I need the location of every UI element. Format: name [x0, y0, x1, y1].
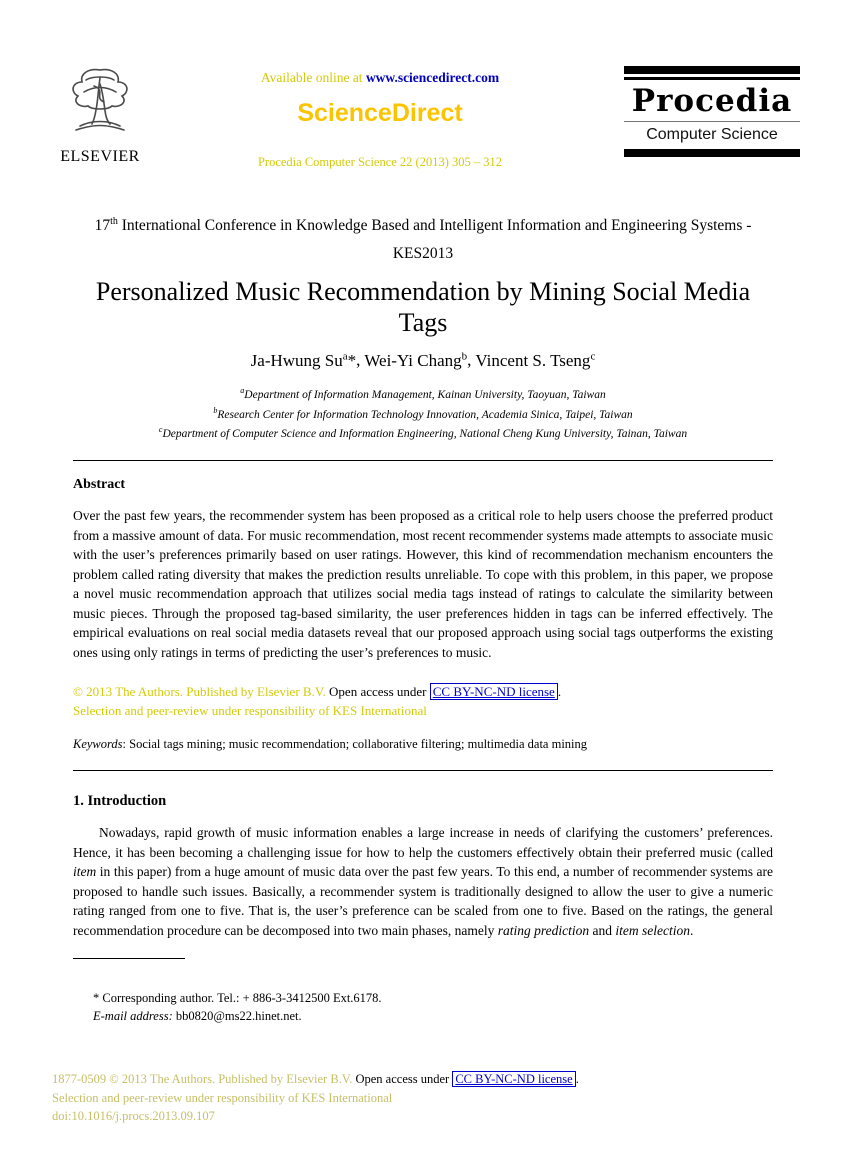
divider-keywords	[73, 770, 773, 771]
introduction-heading: 1. Introduction	[73, 793, 167, 810]
keywords-line	[73, 737, 773, 752]
email-note	[93, 1007, 773, 1025]
cc-by-nc-nd-link[interactable]: CC BY-NC-ND license	[430, 683, 558, 700]
email-value: bb0820@ms22.hinet.net.	[172, 1009, 302, 1024]
conference-ordinal: th	[110, 216, 118, 227]
conference-line2: KES2013	[392, 245, 454, 263]
journal-citation: Procedia Computer Science 22 (2013) 305 – 312	[257, 155, 503, 169]
open-access-text: Open access under	[329, 684, 430, 700]
page-footer	[52, 1070, 579, 1126]
sciencedirect-logo: ScienceDirect	[297, 99, 463, 127]
abstract-heading: Abstract	[73, 477, 126, 493]
conference-line1: International Conference in Knowledge Based and Intelligent Information and Engineering Systems -	[117, 217, 752, 235]
paper-title: Personalized Music Recommendation by Mining Social Media Tags	[95, 277, 751, 338]
affiliation-a: $^a$Department of Information Management, Kainan University, Taoyuan, Taiwan	[240, 385, 606, 401]
email-label: E-mail address:	[93, 1009, 173, 1024]
author-2: Wei-Yi Chang$^b$	[364, 350, 468, 370]
divider-top	[73, 460, 773, 461]
conference-number: 17	[94, 217, 111, 235]
conference-title	[73, 208, 773, 268]
footer-cc-by-nc-nd-link[interactable]: CC BY-NC-ND license	[452, 1071, 575, 1087]
available-online-text: Available online at	[260, 70, 366, 85]
footer-period: .	[575, 1072, 579, 1086]
footer-line-1	[52, 1070, 579, 1089]
term-item: item	[73, 864, 97, 880]
main-content	[73, 0, 773, 1025]
issn-copyright-text: 1877-0509 © 2013 The Authors. Published by Elsevier B.V.	[52, 1072, 356, 1086]
elsevier-wordmark: ELSEVIER	[60, 148, 140, 165]
introduction-paragraph: Nowadays, rapid growth of music information enables a large increase in needs of clarifying the customers’ preferences. Hence, it has been becoming a challenging issue for how to help the customers effectively obtain their preferred music (called item in this paper) from a huge amount of music data over the past few years. To this end, a number of recommender systems are proposed to handle such issues. Basically, a recommender system is traditionally designed to allow the user to give a numeric rating ranged from one to five. That is, the user’s preference can be scaled from one to five. Based on the ratings, the general recommendation procedure can be decomposed into two main phases, namely rating prediction and item selection.	[73, 825, 773, 938]
procedia-logo-title: Procedia	[631, 83, 793, 119]
footnote-rule	[73, 958, 185, 959]
corresponding-author-note: * Corresponding author. Tel.: + 886-3-3412500 Ext.6178.	[93, 991, 382, 1006]
peer-review-text: Selection and peer-review under responsibility of KES International	[73, 703, 427, 719]
copyright-block	[73, 682, 773, 720]
author-1: Ja-Hwung Su$^a$*	[250, 350, 357, 370]
keywords-label: Keywords	[73, 737, 123, 752]
abstract-text: Over the past few years, the recommender system has been proposed as a critical role to help users choose the preferred product from a massive amount of data. For music recommendation, most recent recommender systems made attempts to associate music with the user’s preferences primarily based on user ratings. However, this kind of recommendation mechanism encounters the problem called rating diversity that makes the prediction results unreliable. To cope with this problem, in this paper, we propose a novel music recommendation approach that utilizes social media tags instead of ratings to calculate the similarity between music pieces. Through the proposed tag-based similarity, the user preferences hidden in tags can be inferred effectively. The empirical evaluations on real social media datasets reveal that our proposed approach using social tags outperforms the existing ones using only ratings in terms of predicting the user’s preferences to music.	[73, 508, 773, 660]
copyright-period: .	[557, 684, 562, 700]
copyright-line-1	[73, 682, 773, 701]
author-3: Vincent S. Tseng$^c$	[475, 350, 596, 370]
copyright-text: © 2013 The Authors. Published by Elsevier B.V.	[73, 684, 330, 700]
doi-text: doi:10.1016/j.procs.2013.09.107	[52, 1109, 215, 1123]
keywords-text: : Social tags mining; music recommendation; collaborative filtering; multimedia data mining	[122, 737, 588, 752]
footer-open-access-text: Open access under	[355, 1072, 453, 1086]
affiliations	[73, 383, 773, 442]
footnote	[73, 989, 773, 1025]
sciencedirect-url[interactable]: www.sciencedirect.com	[365, 70, 500, 85]
term-item-selection: item selection	[615, 922, 690, 938]
affiliation-b: $^b$Research Center for Information Technology Innovation, Academia Sinica, Taipei, Taiwan	[213, 405, 633, 421]
affiliation-c: $^c$Department of Computer Science and Information Engineering, National Cheng Kung University, Tainan, Taiwan	[158, 425, 688, 441]
procedia-logo-subtitle: Computer Science	[646, 126, 778, 143]
authors-line: Ja-Hwung Su$^a$*, Wei-Yi Chang$^b$, Vincent S. Tseng$^c$	[250, 350, 596, 370]
footer-peer-review-text: Selection and peer-review under responsibility of KES International	[52, 1090, 393, 1105]
term-rating-prediction: rating prediction	[497, 922, 590, 938]
